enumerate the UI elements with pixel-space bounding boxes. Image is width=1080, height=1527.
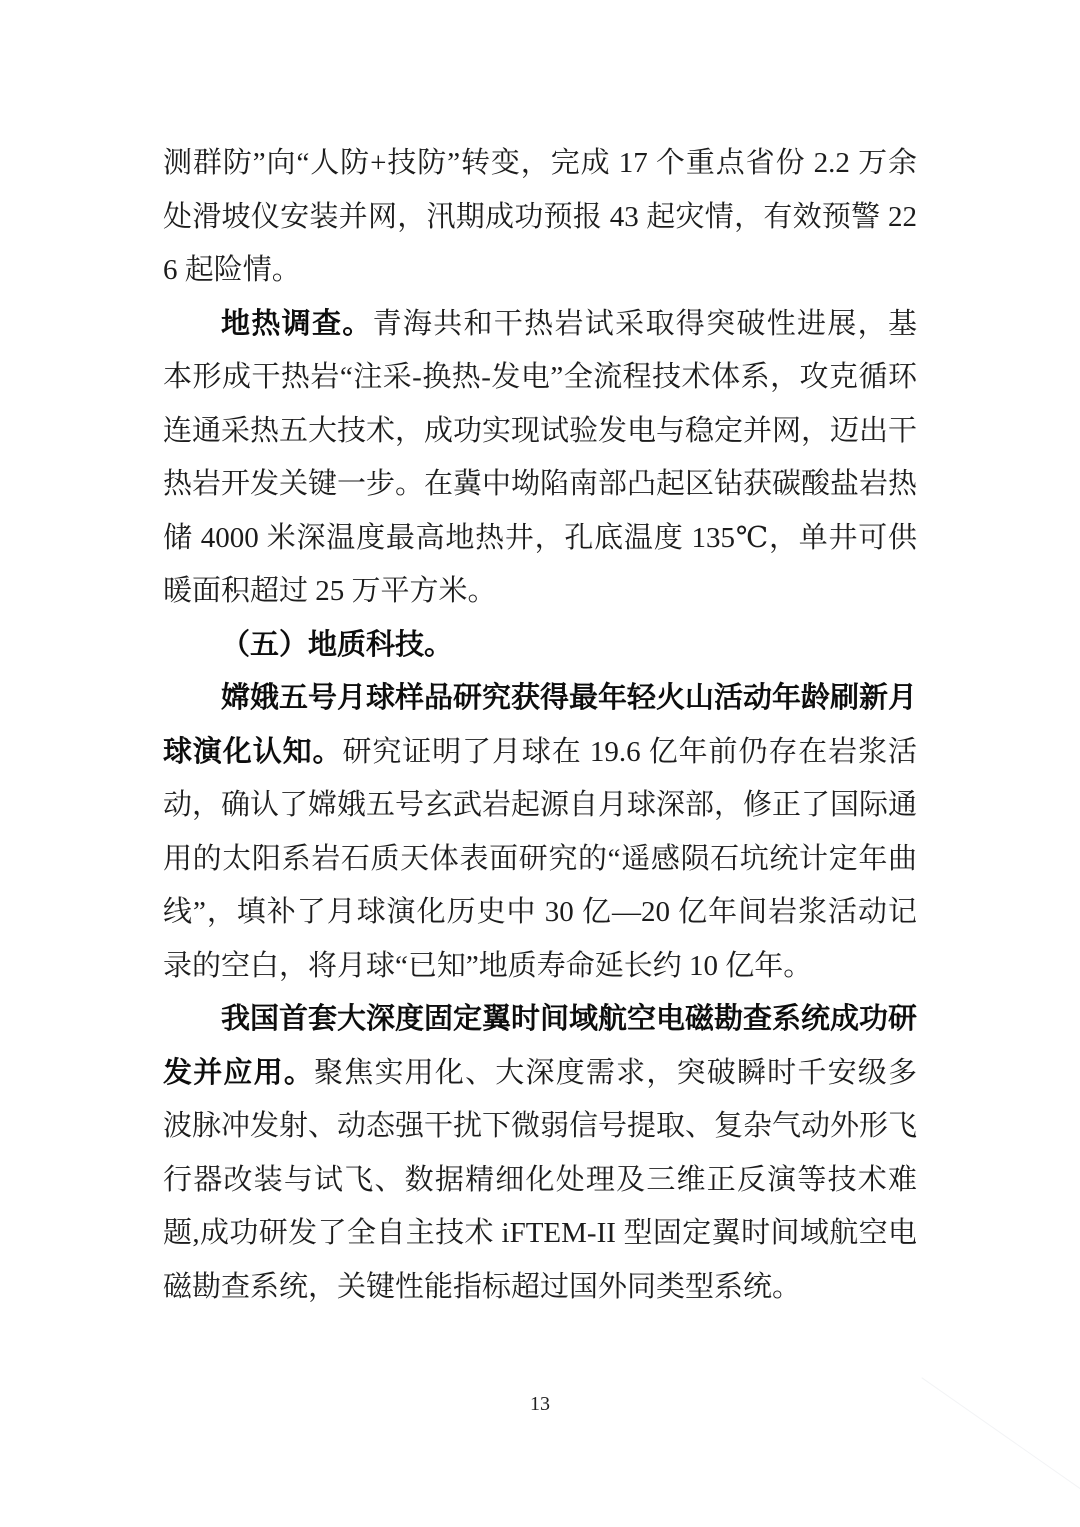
- paragraph-text: 研究证明了月球在 19.6 亿年前仍存在岩浆活动，确认了嫦娥五号玄武岩起源自月球深部，修正了国际通用的太阳系岩石质天体表面研究的“遥感陨石坑统计定年曲线”，填补了月球演化历史中 30 亿—20 亿年间岩浆活动记录的空白，将月球“已知”地质寿命延长约 10 亿年。: [163, 735, 918, 982]
- paragraph-text: 聚焦实用化、大深度需求，突破瞬时千安级多波脉冲发射、动态强干扰下微弱信号提取、复杂气动外形飞行器改装与试飞、数据精细化处理及三维正反演等技术难题,成功研发了全自主技术 iFTEM-II 型固定翼时间域航空电磁勘查系统，关键性能指标超过国外同类型系统。: [163, 1056, 918, 1303]
- section-heading-geological-science: [163, 619, 917, 673]
- paragraph-lead-bold: 嫦娥五号月球样品研究获得最年轻火山活动年龄刷新月球演化认知。: [163, 682, 918, 768]
- paragraph-lead-bold: 地热调查。: [221, 307, 373, 340]
- section-heading-text: （五）地质科技。: [221, 628, 454, 661]
- page-body: [163, 137, 917, 1314]
- paragraph-change5-lunar-samples: [163, 672, 917, 993]
- paragraph-lead-bold: 我国首套大深度固定翼时间域航空电磁勘查系统成功研发并应用。: [163, 1003, 918, 1089]
- paragraph-iftem-airborne-em-system: [163, 993, 917, 1314]
- paragraph-geothermal-survey: [163, 298, 917, 619]
- paragraph-text: 测群防”向“人防+技防”转变，完成 17 个重点省份 2.2 万余处滑坡仪安装并网，汛期成功预报 43 起灾情，有效预警 226 起险情。: [163, 147, 917, 286]
- paragraph-landslide-monitoring: [163, 137, 917, 298]
- paragraph-text: 青海共和干热岩试采取得突破性进展，基本形成干热岩“注采-换热-发电”全流程技术体系，攻克循环连通采热五大技术，成功实现试验发电与稳定并网，迈出干热岩开发关键一步。在冀中坳陷南部凸起区钻获碳酸盐岩热储 4000 米深温度最高地热井，孔底温度 135℃，单井可供暖面积超过 25 万平方米。: [163, 307, 918, 607]
- page-number: 13: [530, 1393, 550, 1415]
- page-footer: [0, 1393, 1080, 1415]
